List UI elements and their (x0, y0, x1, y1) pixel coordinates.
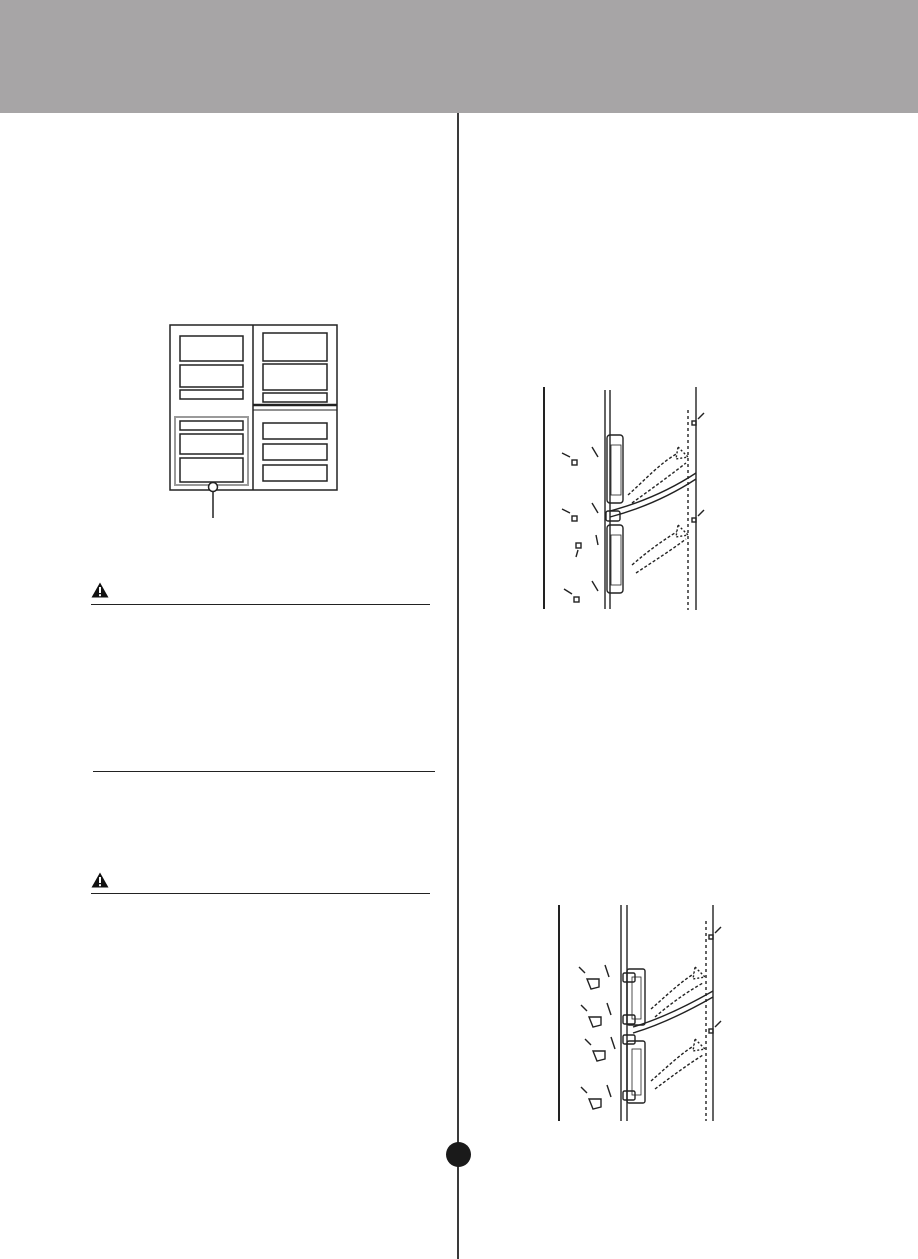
column-divider (457, 113, 459, 1259)
header-band (0, 0, 918, 113)
caution2-rule-top (91, 893, 430, 894)
caution-rule-bottom (93, 771, 435, 772)
door-hinge-screw-diagram (540, 385, 720, 615)
fridge-front-view-diagram (165, 320, 345, 525)
warning-triangle-icon (91, 582, 109, 598)
door-hinge-bracket-diagram (555, 903, 730, 1128)
caution-rule-top (91, 604, 430, 605)
warning-triangle-icon (91, 872, 109, 888)
page-marker-icon (446, 1142, 471, 1167)
